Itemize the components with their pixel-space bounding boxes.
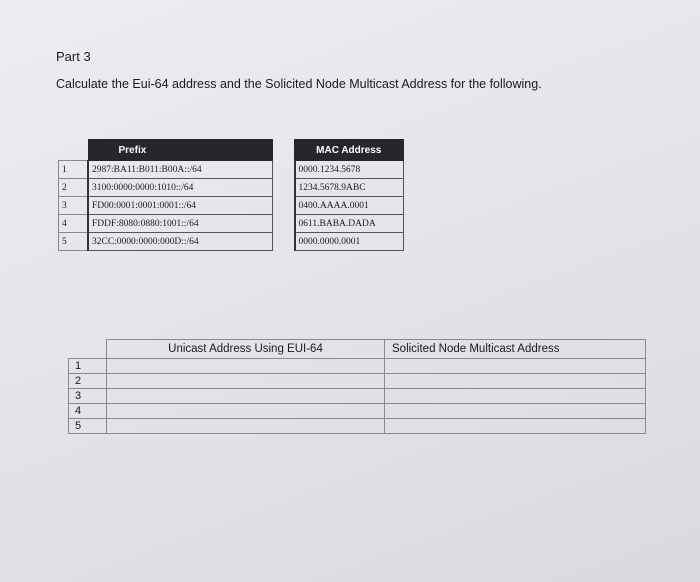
- row-number: 1: [59, 161, 89, 179]
- instructions-text: Calculate the Eui-64 address and the Solicited Node Multicast Address for the following.: [56, 77, 542, 91]
- unicast-answer-cell[interactable]: [107, 419, 385, 434]
- row-number: 4: [69, 404, 107, 419]
- address-table-header: [59, 140, 404, 161]
- mac-column-header: MAC Address: [295, 140, 404, 161]
- row-number: 5: [69, 419, 107, 434]
- unicast-answer-cell[interactable]: [107, 374, 385, 389]
- table-row: [59, 233, 404, 251]
- row-number: 1: [69, 359, 107, 374]
- prefix-cell: 32CC:0000:0000:000D::/64: [88, 233, 272, 251]
- solicited-answer-cell[interactable]: [385, 389, 646, 404]
- solicited-answer-cell[interactable]: [385, 359, 646, 374]
- address-table: [58, 139, 404, 251]
- unicast-answer-cell[interactable]: [107, 389, 385, 404]
- table-row: [59, 197, 404, 215]
- table-row: [59, 179, 404, 197]
- mac-cell: 0000.1234.5678: [295, 161, 404, 179]
- mac-cell: 0611.BABA.DADA: [295, 215, 404, 233]
- table-row: [69, 389, 646, 404]
- solicited-answer-cell[interactable]: [385, 419, 646, 434]
- row-number: 5: [59, 233, 89, 251]
- row-number: 2: [59, 179, 89, 197]
- prefix-column-header: Prefix: [88, 140, 272, 161]
- solicited-answer-cell[interactable]: [385, 374, 646, 389]
- solicited-column-header: Solicited Node Multicast Address: [385, 340, 646, 359]
- unicast-column-header: Unicast Address Using EUI-64: [107, 340, 385, 359]
- part-title: Part 3: [56, 49, 91, 64]
- prefix-cell: FDDF:8080:0880:1001::/64: [88, 215, 272, 233]
- prefix-cell: 2987:BA11:B011:B00A::/64: [88, 161, 272, 179]
- solicited-answer-cell[interactable]: [385, 404, 646, 419]
- row-number-header: [69, 340, 107, 359]
- row-number: 3: [59, 197, 89, 215]
- table-row: [59, 161, 404, 179]
- table-row: [69, 404, 646, 419]
- unicast-answer-cell[interactable]: [107, 359, 385, 374]
- mac-cell: 0000.0000.0001: [295, 233, 404, 251]
- prefix-cell: 3100:0000:0000:1010::/64: [88, 179, 272, 197]
- mac-cell: 0400.AAAA.0001: [295, 197, 404, 215]
- prefix-cell: FD00:0001:0001:0001::/64: [88, 197, 272, 215]
- table-row: [69, 359, 646, 374]
- unicast-answer-cell[interactable]: [107, 404, 385, 419]
- column-gap: [272, 140, 295, 161]
- mac-cell: 1234.5678.9ABC: [295, 179, 404, 197]
- table-row: [59, 215, 404, 233]
- table-row: [69, 419, 646, 434]
- answer-table-header: [69, 340, 646, 359]
- table-row: [69, 374, 646, 389]
- row-number-header: [59, 140, 89, 161]
- row-number: 2: [69, 374, 107, 389]
- row-number: 3: [69, 389, 107, 404]
- row-number: 4: [59, 215, 89, 233]
- answer-table: [68, 339, 646, 434]
